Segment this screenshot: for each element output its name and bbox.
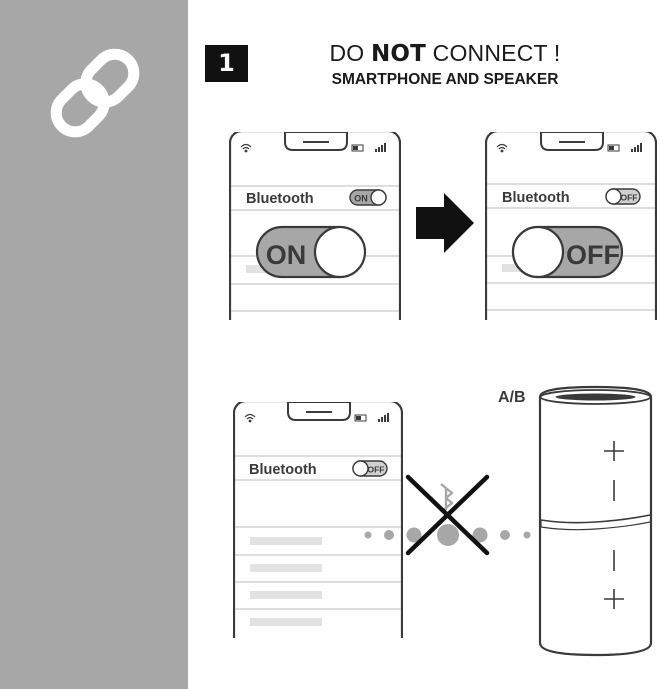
toggle-small-label: OFF — [367, 464, 385, 475]
phone-bluetooth-off — [486, 131, 656, 361]
toggle-small-label: ON — [354, 193, 368, 204]
toggle-large-label: OFF — [566, 240, 620, 270]
bluetooth-toggle-large[interactable] — [257, 227, 365, 277]
arrow-right-icon — [416, 193, 474, 253]
heading-line2: SMARTPHONE AND SPEAKER — [331, 71, 559, 88]
setting-label: Bluetooth — [502, 190, 570, 206]
setting-label: Bluetooth — [246, 191, 314, 207]
bluetooth-toggle-small[interactable] — [350, 190, 386, 205]
step-number-badge: 1 — [205, 45, 248, 82]
speaker-device — [540, 387, 651, 655]
phone-device-list — [234, 401, 402, 671]
heading-emphasis: NOT — [370, 41, 427, 67]
bluetooth-toggle-large[interactable] — [513, 227, 622, 277]
heading-pre: DO — [329, 40, 371, 66]
speaker-label: A/B — [498, 389, 526, 406]
toggle-small-label: OFF — [620, 192, 638, 203]
heading-post: CONNECT ! — [426, 40, 561, 66]
toggle-large-label: ON — [265, 240, 307, 270]
setting-label: Bluetooth — [249, 462, 317, 478]
bluetooth-toggle-small[interactable] — [606, 189, 640, 204]
bluetooth-toggle-small[interactable] — [353, 461, 387, 476]
phone-bluetooth-on — [230, 131, 400, 361]
